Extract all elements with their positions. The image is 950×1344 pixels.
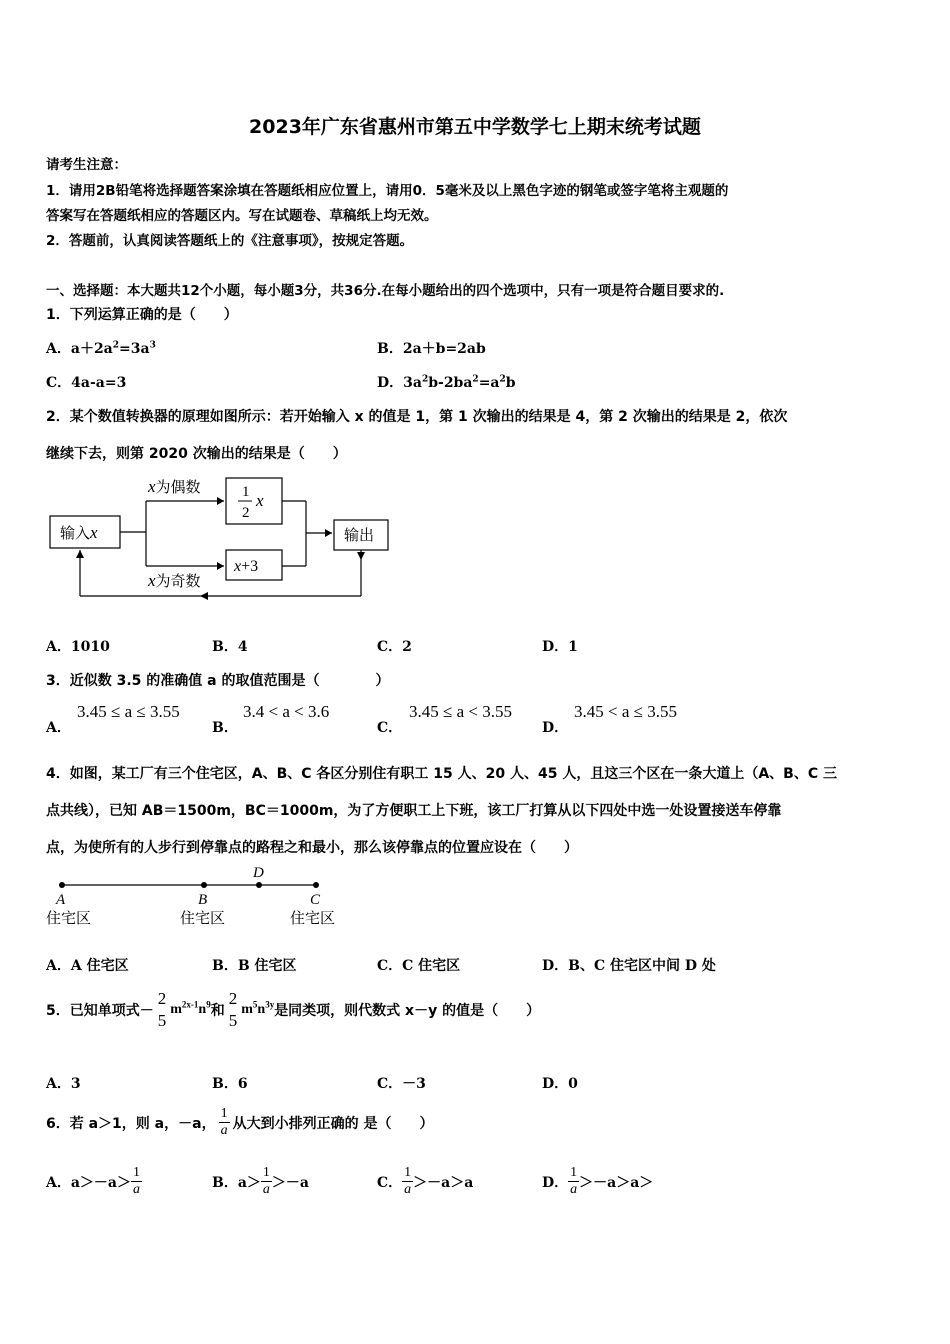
q3-option-a-label: A．: [46, 720, 71, 736]
q1-option-d: D．$3a^2b-2ba^2=a^2b$: [377, 374, 516, 391]
odd-label: x为奇数: [148, 571, 201, 590]
section-heading: 一、选择题：本大题共12个小题，每小题3分，共36分.在每小题给出的四个选项中，只有一项是符合题目要求的.: [46, 283, 725, 299]
zone-label-b: 住宅区: [180, 909, 226, 927]
point-b: [201, 882, 207, 888]
half-x-box: [226, 478, 282, 524]
q4-option-a: A．A 住宅区: [46, 958, 129, 974]
q2-option-b: B．4: [212, 639, 248, 655]
input-label: 输入x: [60, 523, 98, 542]
zone-label-a: 住宅区: [46, 909, 92, 927]
q3-option-b-label: B．: [212, 720, 238, 736]
q4-stem-line-2: 点共线），已知 AB＝1500m，BC＝1000m，为了方便职工上下班，该工厂打算从以下四处中选一处设置接送车停靠: [46, 803, 782, 819]
q3-option-d-math: 3.45 < a ≤ 3.55: [574, 702, 677, 721]
q4-stem-line-1: 4．如图，某工厂有三个住宅区，A、B、C 各区分别住有职工 15 人、20 人、45 人，且这三个区在一条大道上（A、B、C 三: [46, 766, 837, 782]
page-title: 2023年广东省惠州市第五中学数学七上期末统考试题: [249, 116, 701, 138]
q5-stem: 5．已知单项式－ 2 5 $m^{2x-1}n^9$ 和 2 5 $m^5n^{3y}$ 是同类项，则代数式 x－y 的值是（ ）: [46, 989, 541, 1030]
notice-line-3: 2．答题前，认真阅读答题纸上的《注意事项》，按规定答题。: [46, 233, 414, 249]
q3-option-c-label: C．: [377, 720, 403, 736]
q1-stem: 1．下列运算正确的是（ ）: [46, 307, 238, 323]
q6-option-c: C． $\frac{1}{a}$ ＞－a＞a: [377, 1165, 474, 1197]
arrow-right-icon: [325, 529, 332, 537]
q5-option-a: A．3: [46, 1076, 81, 1092]
even-label: x为偶数: [148, 477, 201, 496]
q3-option-d-label: D．: [542, 720, 569, 736]
q4-option-d: D．B、C 住宅区中间 D 处: [542, 958, 716, 974]
q1-option-b: B．2a＋b=2ab: [377, 341, 486, 357]
q1-option-c: C．4a-a=3: [46, 375, 127, 391]
svg-text:B: B: [198, 892, 208, 908]
half-numerator: 1: [242, 484, 250, 500]
arrow-up-icon: [76, 550, 84, 558]
point-c: [313, 882, 319, 888]
point-a: [59, 882, 65, 888]
notice-heading: 请考生注意：: [46, 157, 127, 173]
notice-line-2: 答案写在答题纸相应的答题区内。写在试题卷、草稿纸上均无效。: [46, 208, 438, 224]
q6-option-a: A．a＞－a＞ $\frac{1}{a}$: [46, 1165, 141, 1197]
q4-option-c: C．C 住宅区: [377, 958, 461, 974]
q6-option-b: B．a＞ $\frac{1}{a}$ ＞－a: [212, 1165, 309, 1197]
q5-option-c: C．－3: [377, 1076, 426, 1092]
output-label: 输出: [344, 526, 375, 544]
q5-option-b: B．6: [212, 1076, 248, 1092]
arrow-right-icon: [217, 562, 224, 570]
half-denominator: 2: [242, 505, 250, 521]
q3-stem: 3．近似数 3.5 的准确值 a 的取值范围是（ ）: [46, 673, 390, 689]
arrow-down-icon: [357, 552, 365, 560]
q3-option-c-math: 3.45 ≤ a < 3.55: [409, 702, 512, 721]
q2-option-c: C．2: [377, 639, 412, 655]
q4-option-b: B．B 住宅区: [212, 958, 297, 974]
q1-option-a: A．$a+2a^2=3a^3$: [46, 340, 156, 357]
svg-text:D: D: [253, 865, 264, 881]
point-d: [256, 882, 262, 888]
q2-stem-line-2: 继续下去，则第 2020 次输出的结果是（ ）: [46, 446, 347, 462]
q2-stem-line-1: 2．某个数值转换器的原理如图所示：若开始输入 x 的值是 1，第 1 次输出的结果是 4，第 2 次输出的结果是 2，依次: [46, 409, 788, 425]
q6-stem: 6．若 a＞1，则 a，－a， $\frac{1}{a}$ 从大到小排列正确的 是（ ）: [46, 1106, 434, 1138]
q2-option-a: A．1010: [46, 639, 110, 655]
notice-line-1: 1．请用2B铅笔将选择题答案涂填在答题纸相应位置上，请用0．5毫米及以上黑色字迹的钢笔或签字笔将主观题的: [46, 183, 729, 199]
q3-option-a-math: 3.45 ≤ a ≤ 3.55: [77, 702, 180, 721]
q4-stem-line-3: 点，为使所有的人步行到停靠点的路程之和最小，那么该停靠点的位置应设在（ ）: [46, 840, 578, 856]
plus3-label: x+3: [234, 558, 259, 575]
half-x-var: x: [256, 491, 264, 510]
svg-text:C: C: [310, 892, 321, 908]
number-converter-diagram: [40, 470, 410, 610]
arrow-left-icon: [200, 592, 208, 600]
residential-line-diagram: [40, 862, 360, 932]
zone-label-c: 住宅区: [290, 909, 336, 927]
svg-text:A: A: [56, 892, 66, 908]
q5-option-d: D．0: [542, 1076, 578, 1092]
q3-option-b-math: 3.4 < a < 3.6: [243, 702, 330, 721]
q6-option-d: D． $\frac{1}{a}$ ＞－a＞a＞: [542, 1165, 654, 1197]
q2-option-d: D．1: [542, 639, 578, 655]
arrow-right-icon: [217, 497, 224, 505]
